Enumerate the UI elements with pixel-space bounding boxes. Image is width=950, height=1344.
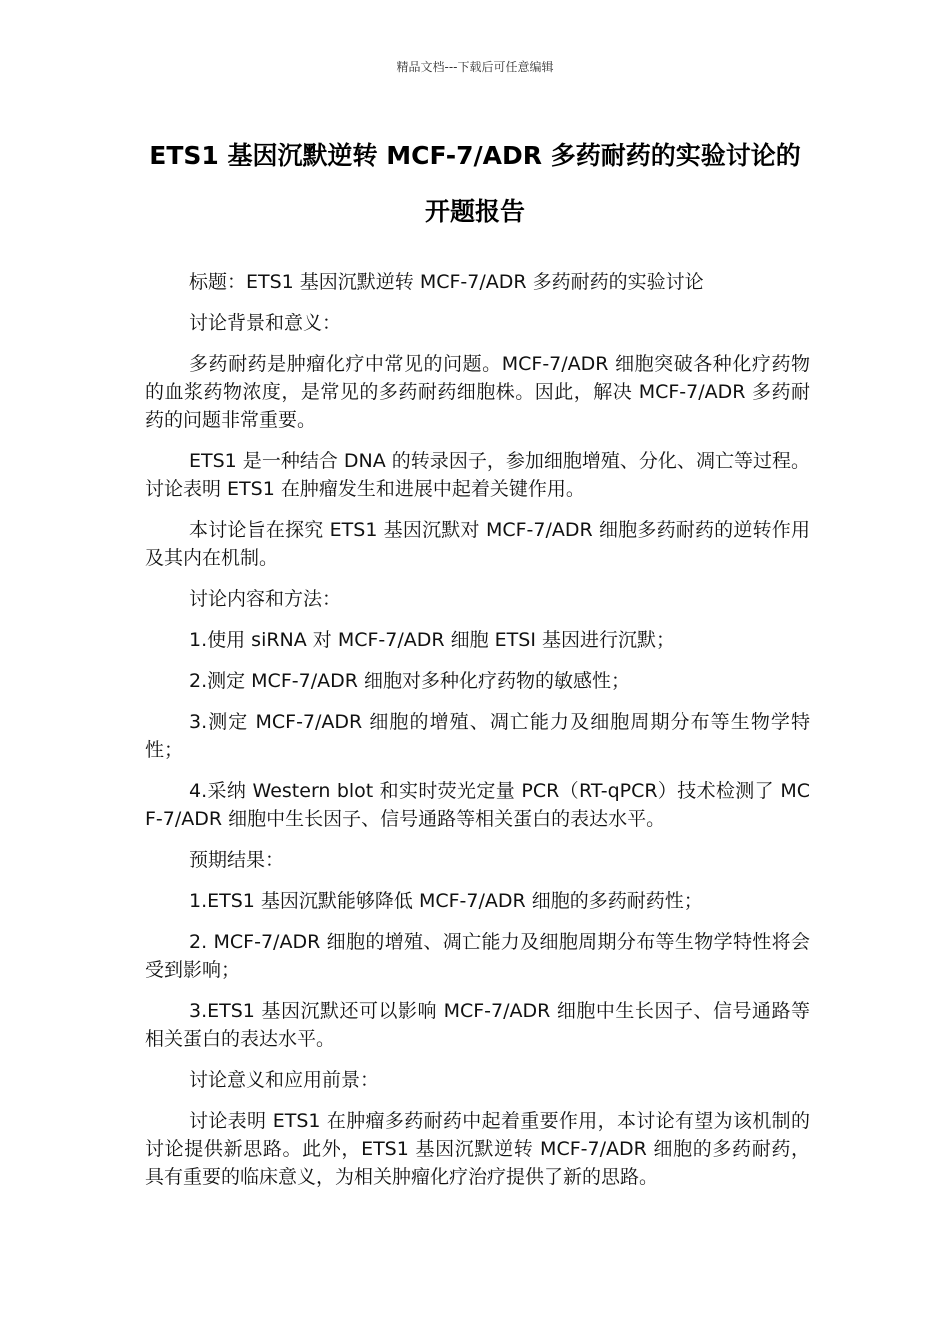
document-body xyxy=(145,268,810,1204)
paragraph: 讨论表明 ETS1 在肿瘤多药耐药中起着重要作用，本讨论有望为该机制的讨论提供新思路。此外，ETS1 基因沉默逆转 MCF-7/ADR 细胞的多药耐药，具有重要的临床意义，为相关肿瘤化疗治疗提供了新的思路。 xyxy=(145,1110,810,1188)
section-heading-background: 讨论背景和意义： xyxy=(189,312,342,334)
paragraph: 本讨论旨在探究 ETS1 基因沉默对 MCF-7/ADR 细胞多药耐药的逆转作用及其内在机制。 xyxy=(145,519,810,569)
paragraph-title-line: 标题：ETS1 基因沉默逆转 MCF-7/ADR 多药耐药的实验讨论 xyxy=(189,271,704,293)
section-heading-significance: 讨论意义和应用前景： xyxy=(189,1069,380,1091)
page-header: 精品文档---下载后可任意编辑 xyxy=(396,60,554,74)
paragraph: ETS1 是一种结合 DNA 的转录因子，参加细胞增殖、分化、凋亡等过程。讨论表明 ETS1 在肿瘤发生和进展中起着关键作用。 xyxy=(145,450,810,500)
paragraph: 多药耐药是肿瘤化疗中常见的问题。MCF-7/ADR 细胞突破各种化疗药物的血浆药物浓度，是常见的多药耐药细胞株。因此，解决 MCF-7/ADR 多药耐药的问题非常重要。 xyxy=(145,353,810,431)
list-item: 1.ETS1 基因沉默能够降低 MCF-7/ADR 细胞的多药耐药性； xyxy=(189,890,703,912)
section-heading-methods: 讨论内容和方法： xyxy=(189,588,342,610)
list-item: 4.采纳 Western blot 和实时荧光定量 PCR（RT-qPCR）技术检测了 MCF-7/ADR 细胞中生长因子、信号通路等相关蛋白的表达水平。 xyxy=(145,780,810,830)
document-title: ETS1 基因沉默逆转 MCF-7/ADR 多药耐药的实验讨论的开题报告 xyxy=(149,141,801,226)
list-item: 3.测定 MCF-7/ADR 细胞的增殖、凋亡能力及细胞周期分布等生物学特性； xyxy=(145,711,810,761)
list-item: 2.测定 MCF-7/ADR 细胞对多种化疗药物的敏感性； xyxy=(189,670,630,692)
list-item: 3.ETS1 基因沉默还可以影响 MCF-7/ADR 细胞中生长因子、信号通路等相关蛋白的表达水平。 xyxy=(145,1000,810,1050)
list-item: 1.使用 siRNA 对 MCF-7/ADR 细胞 ETSI 基因进行沉默； xyxy=(189,629,675,651)
list-item: 2. MCF-7/ADR 细胞的增殖、凋亡能力及细胞周期分布等生物学特性将会受到影响； xyxy=(145,931,810,981)
section-heading-results: 预期结果： xyxy=(189,849,285,871)
